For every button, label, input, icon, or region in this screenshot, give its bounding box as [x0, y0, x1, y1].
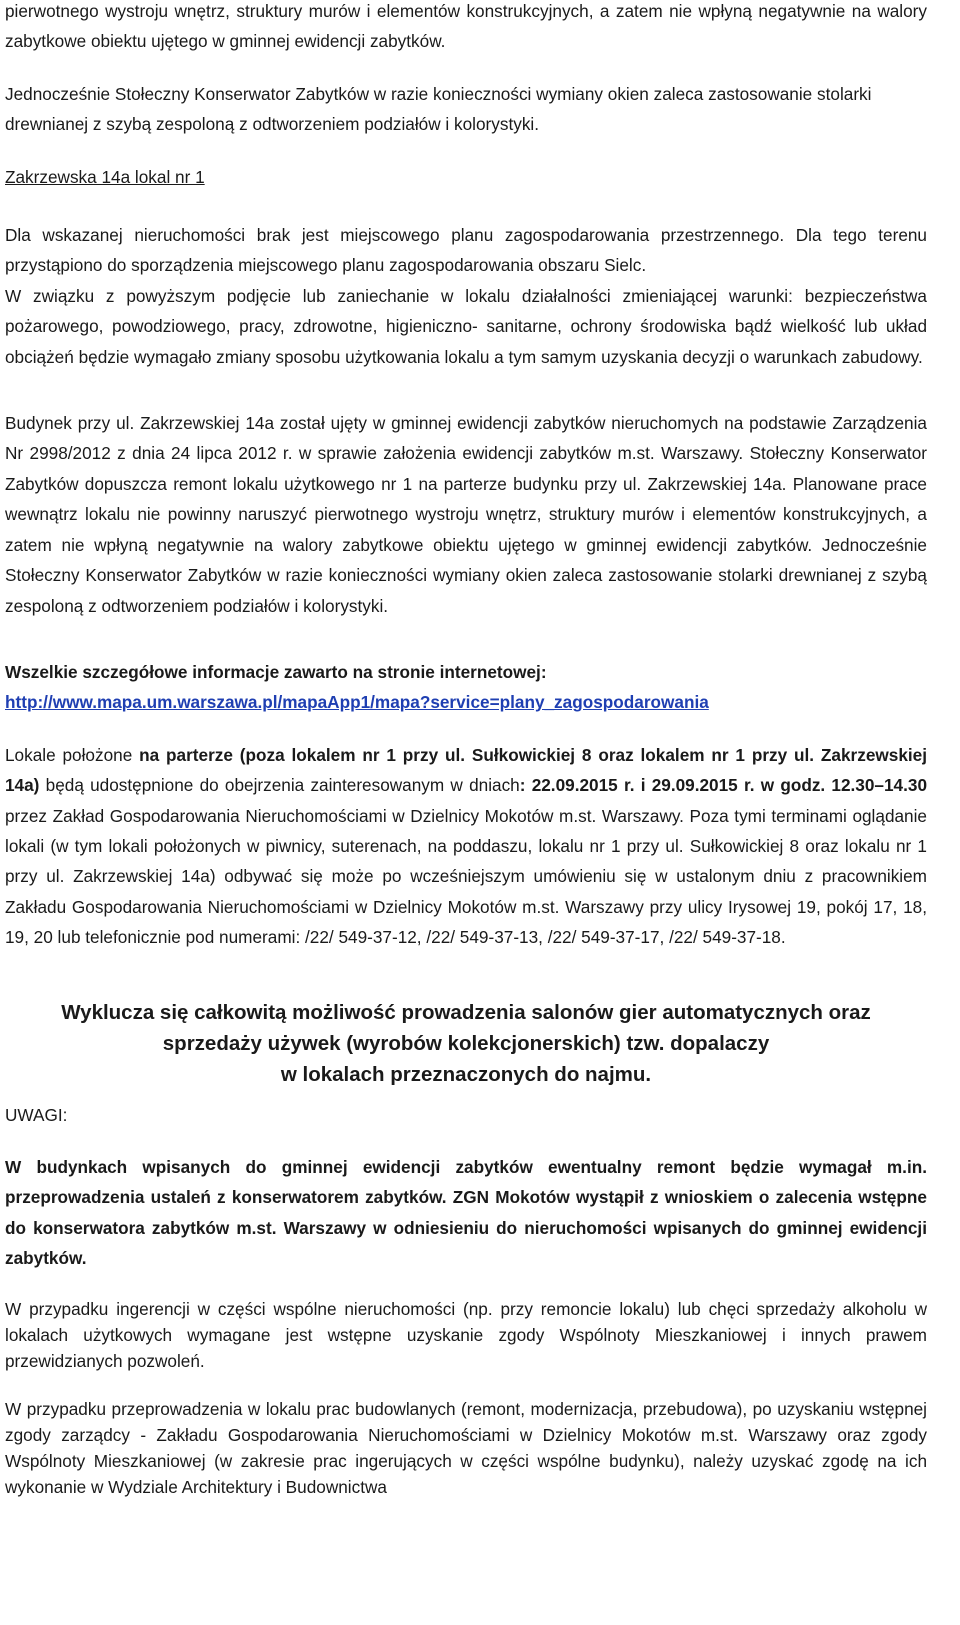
info-website-label: Wszelkie szczegółowe informacje zawarto na stronie internetowej:: [5, 661, 547, 682]
viewing-bold-dates: : 22.09.2015 r. i 29.09.2015 r. w godz. 12.30–14.30: [519, 775, 927, 796]
viewing-text-1: Lokale położone: [5, 744, 140, 765]
note-heritage-renovation: W budynkach wpisanych do gminnej ewidencji zabytków ewentualny remont będzie wymagał m.in. przeprowadzenia ustaleń z konserwatorem zabytków. ZGN Mokotów wystąpił z wnioskiem o zalecenia wstępne do konserwatora zabytków m.st. Warszawy w odniesieniu do nieruchomości wpisanych do gminnej ewidencji zabytków.: [5, 1156, 927, 1269]
paragraph-viewing-dates: [5, 740, 927, 953]
document-page: [5, 0, 927, 1500]
viewing-text-2: będą udostępnione do obejrzenia zainteresowanym w dniach: [39, 775, 520, 796]
note-common-parts: W przypadku ingerencji w części wspólne nieruchomości (np. przy remoncie lokalu) lub chęci sprzedaży alkoholu w lokalach użytkowych wymagane jest wstępne uzyskanie zgody Wspólnoty Mieszkaniowej i innych prawem przewidzianych pozwoleń.: [5, 1298, 927, 1371]
viewing-bold-location: na parterze (poza lokalem nr 1 przy ul. Sułkowickiej 8 oraz lokalem nr 1 przy ul. Zakrzewskiej 14a): [5, 744, 927, 796]
notes-label: UWAGI:: [5, 1104, 68, 1125]
exclusion-line-3: w lokalach przeznaczonych do najmu.: [280, 1062, 652, 1086]
paragraph-usage-conditions: W związku z powyższym podjęcie lub zaniechanie w lokalu działalności zmieniającej warunki: bezpieczeństwa pożarowego, powodziowego, pracy, zdrowotne, higieniczno- sanitarne, ochrony środowiska bądź wielkość lub układ obciążeń będzie wymagało zmiany sposobu użytkowania lokalu a tym samym uzyskania decyzji o warunkach zabudowy.: [5, 285, 927, 367]
info-website-link[interactable]: [5, 687, 927, 717]
paragraph-building-heritage: Budynek przy ul. Zakrzewskiej 14a został ujęty w gminnej ewidencji zabytków nieruchomych na podstawie Zarządzenia Nr 2998/2012 z dnia 24 lipca 2012 r. w sprawie założenia ewidencji zabytków m.st. Warszawy. Stołeczny Konserwator Zabytków dopuszcza remont lokalu użytkowego nr 1 na parterze budynku przy ul. Zakrzewskiej 14a. Planowane prace wewnątrz lokalu nie powinny naruszyć pierwotnego wystroju wnętrz, struktury murów i elementów konstrukcyjnych, a zatem nie wpłyną negatywnie na walory zabytkowe obiektu ujętego w gminnej ewidencji zabytków. Jednocześnie Stołeczny Konserwator Zabytków w razie konieczności wymiany okien zaleca zastosowanie stolarki drewnianej z szybą zespoloną z odtworzeniem podziałów i kolorystyki.: [5, 413, 927, 616]
paragraph-zoning-plan: Dla wskazanej nieruchomości brak jest miejscowego planu zagospodarowania przestrzennego. Dla tego terenu przystąpiono do sporządzenia miejscowego planu zagospodarowania obszaru Sielc.: [5, 225, 927, 276]
note-construction-works: W przypadku przeprowadzenia w lokalu prac budowlanych (remont, modernizacja, przebudowa), po uzyskaniu wstępnej zgody zarządcy - Zakładu Gospodarowania Nieruchomościami w Dzielnicy Mokotów m.st. Warszawy oraz zgody Wspólnoty Mieszkaniowej (w zakresie prac ingerujących w części wspólne budynku), należy uzyskać zgodę na ich wykonanie w Wydziale Architektury i Budownictwa: [5, 1398, 927, 1497]
exclusion-line-2: sprzedaży używek (wyrobów kolekcjonerskich) tzw. dopalaczy: [162, 1031, 770, 1055]
paragraph-conservator-windows: Jednocześnie Stołeczny Konserwator Zabytków w razie konieczności wymiany okien zaleca zastosowanie stolarki drewnianej z szybą zespoloną z odtworzeniem podziałów i kolorystyki.: [5, 83, 872, 135]
paragraph-intro-continuation: pierwotnego wystroju wnętrz, struktury murów i elementów konstrukcyjnych, a zatem nie wpłyną negatywnie na walory zabytkowe obiektu ujętego w gminnej ewidencji zabytków.: [5, 1, 927, 52]
section-heading-zakrzewska: Zakrzewska 14a lokal nr 1: [5, 166, 205, 187]
exclusion-notice: [5, 997, 927, 1090]
website-link[interactable]: http://www.mapa.um.warszawa.pl/mapaApp1/mapa?service=plany_zagospodarowania: [5, 692, 709, 713]
exclusion-line-1: Wyklucza się całkowitą możliwość prowadzenia salonów gier automatycznych oraz: [61, 1000, 871, 1024]
viewing-text-3: przez Zakład Gospodarowania Nieruchomościami w Dzielnicy Mokotów m.st. Warszawy. Poza tymi terminami oglądanie lokali (w tym lokali położonych w piwnicy, suterenach, na poddaszu, lokalu nr 1 przy ul. Sułkowickiej 8 oraz lokalu nr 1 przy ul. Zakrzewskiej 14a) odbywać się może po wcześniejszym umówieniu się w ustalonym dniu z pracownikiem Zakładu Gospodarowania Nieruchomościami w Dzielnicy Mokotów m.st. Warszawy przy ulicy Irysowej 19, pokój 17, 18, 19, 20 lub telefonicznie pod numerami: /22/ 549-37-12, /22/ 549-37-13, /22/ 549-37-17, /22/ 549-37-18.: [5, 805, 927, 948]
